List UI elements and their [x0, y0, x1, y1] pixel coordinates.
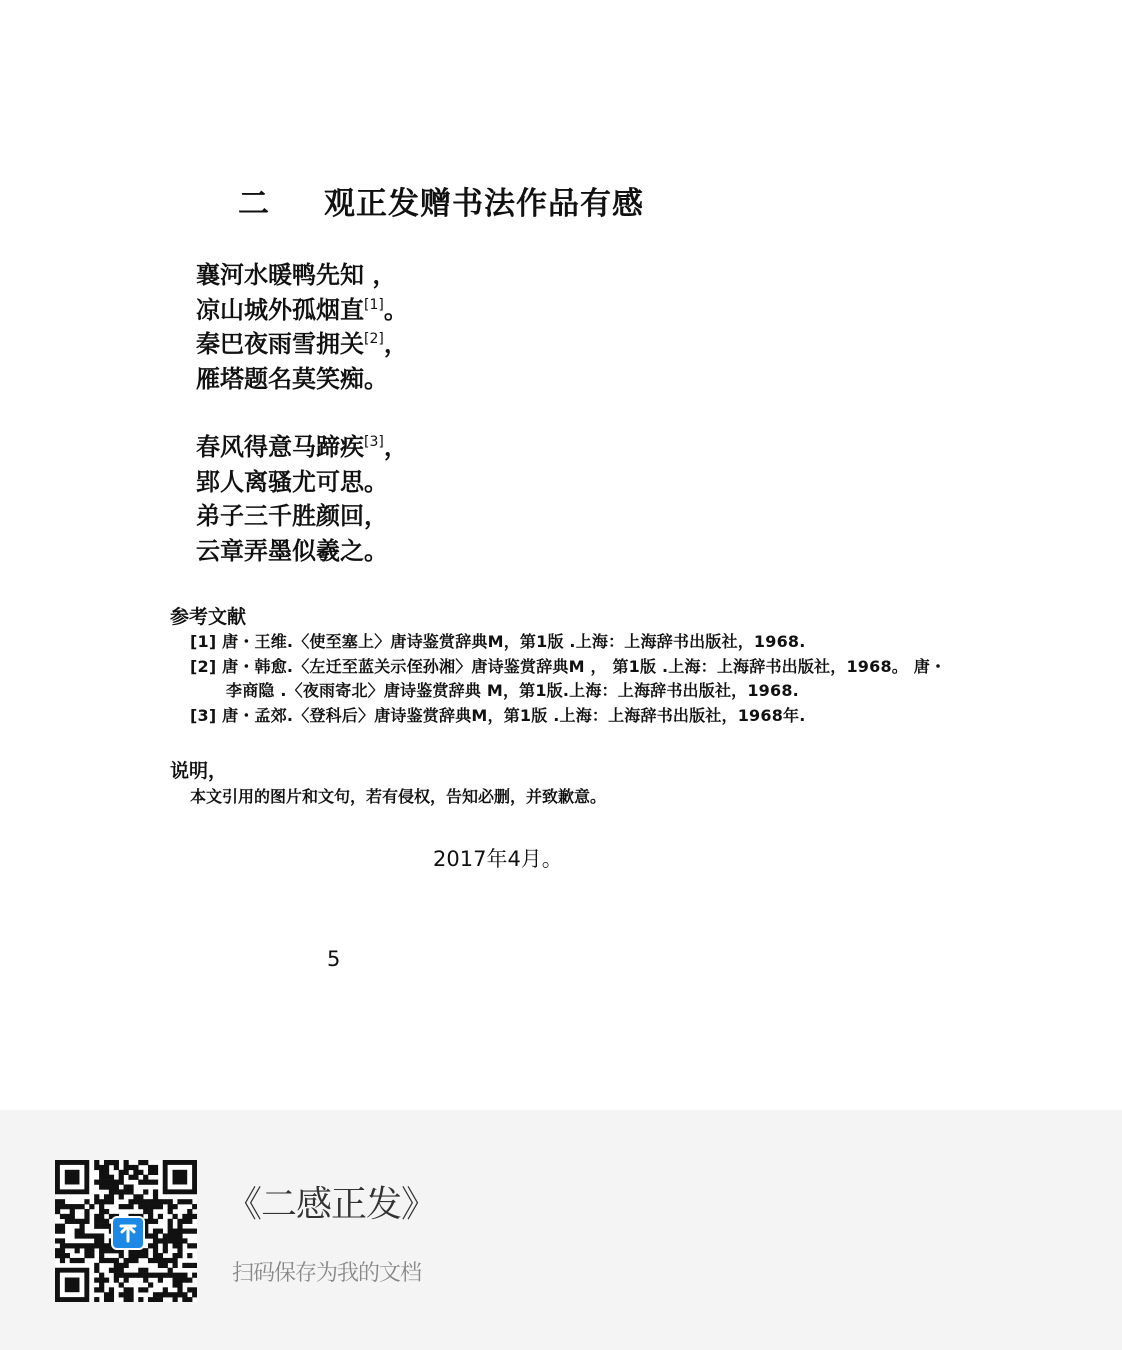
- poem-line-text: 凉山城外孤烟直: [196, 295, 364, 324]
- poem: [196, 258, 408, 568]
- poem-line-punct: ，: [383, 330, 408, 358]
- references-list: [190, 630, 960, 728]
- poem-line: [196, 362, 408, 397]
- poem-line: [196, 430, 408, 465]
- poem-line-text: 襄河水暖鸭先知 ，: [196, 261, 397, 289]
- poem-stanza-2: [196, 430, 408, 568]
- note-body: 本文引用的图片和文句，若有侵权，告知必删，并致歉意。: [190, 787, 607, 806]
- poem-line: [196, 499, 408, 534]
- document-date: 2017年4月。: [433, 847, 563, 871]
- poem-stanza-1: [196, 258, 408, 396]
- footer-save-hint: 扫码保存为我的文档: [232, 1261, 422, 1286]
- app-logo-icon: [111, 1216, 145, 1250]
- poem-line: [196, 258, 408, 293]
- qr-code-icon[interactable]: [55, 1160, 197, 1302]
- poem-line-text: 云章弄墨似羲之。: [196, 536, 388, 565]
- poem-line-text: 秦巴夜雨雪拥关: [196, 330, 364, 358]
- poem-line-punct: ，: [383, 433, 408, 461]
- footnote-marker: [1]: [364, 296, 384, 313]
- poem-line-text: 郢人离骚尤可思。: [196, 467, 388, 496]
- poem-line-text: 弟子三千胜颜回，: [196, 502, 388, 530]
- page-title: [238, 178, 644, 223]
- poem-line-text: 雁塔题名莫笑痴。: [196, 364, 388, 393]
- footnote-marker: [3]: [364, 434, 384, 450]
- reference-item: [2] 唐・韩愈.〈左迁至蓝关示侄孙湘〉唐诗鉴赏辞典M ， 第1版 .上海：上海辞书出版社，1968。 唐・李商隐 .〈夜雨寄北〉唐诗鉴赏辞典 M，第1版.上海：上海辞书出版社，1968.: [190, 656, 947, 700]
- poem-line-punct: 。: [383, 295, 408, 324]
- poem-line-text: 春风得意马蹄疾: [196, 433, 364, 461]
- references-heading: 参考文献: [170, 606, 247, 628]
- poem-line: [196, 465, 408, 500]
- footer-document-title[interactable]: 《二感正发》: [226, 1184, 437, 1225]
- footnote-marker: [2]: [364, 331, 384, 347]
- save-document-footer: [0, 1110, 1122, 1350]
- poem-line: [196, 327, 408, 362]
- poem-line: [196, 534, 408, 569]
- page-number: 5: [327, 947, 341, 971]
- poem-line: [196, 293, 408, 328]
- section-title: 观正发赠书法作品有感: [324, 186, 644, 222]
- section-number: 二: [238, 186, 270, 222]
- note-heading: 说明，: [170, 760, 228, 782]
- reference-item: [1] 唐・王维.〈使至塞上〉唐诗鉴赏辞典M，第1版 .上海：上海辞书出版社，1968.: [190, 632, 806, 651]
- reference-item: [3] 唐・孟郊.〈登科后〉唐诗鉴赏辞典M，第1版 .上海：上海辞书出版社，1968年.: [190, 705, 806, 725]
